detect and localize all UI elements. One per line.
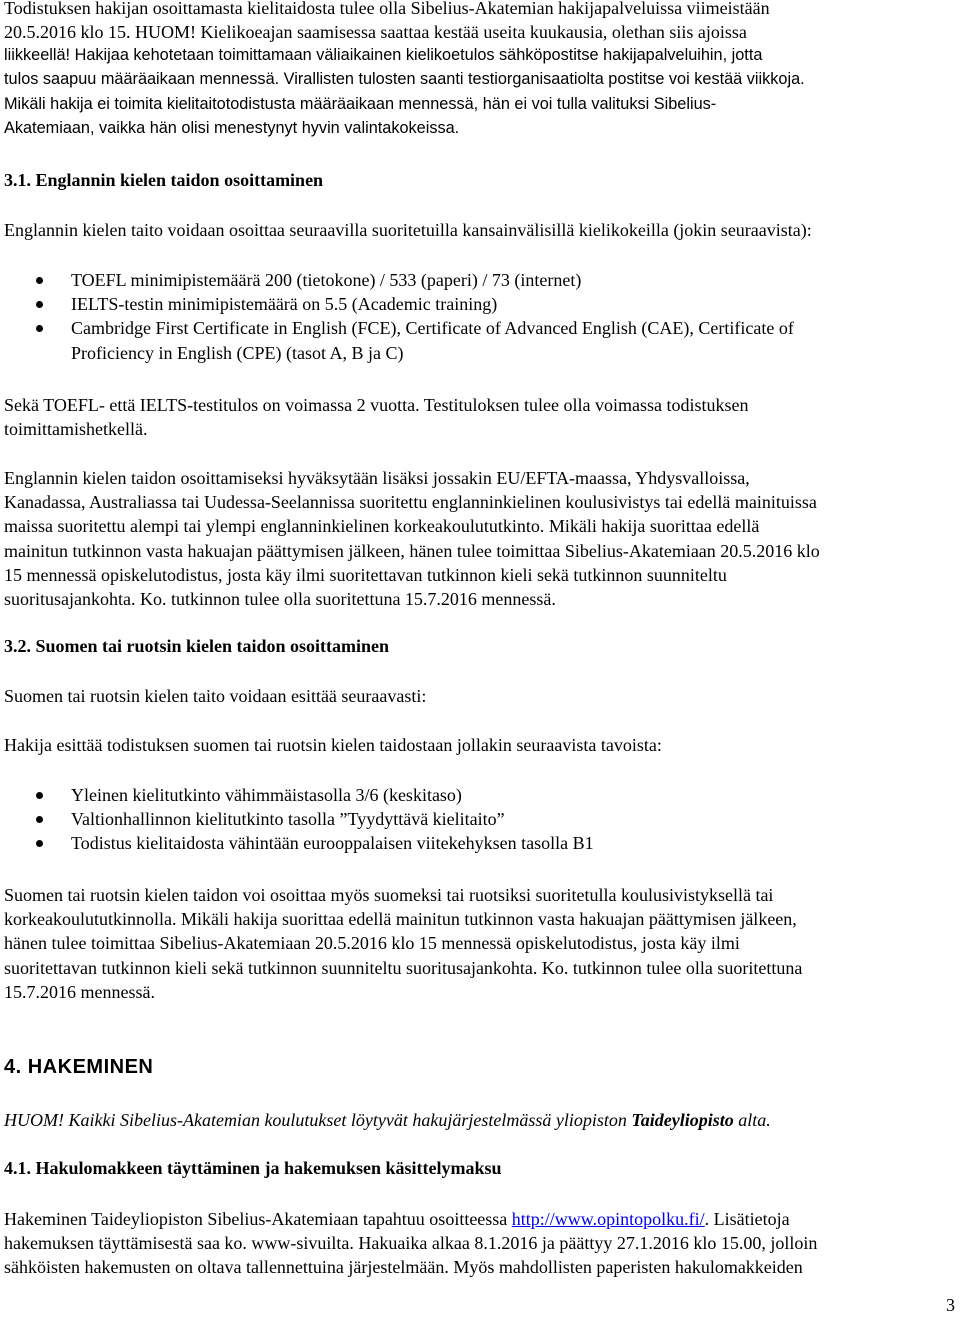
section-3-2-lead-2: Hakija esittää todistuksen suomen tai ruotsin kielen taidostaan jollakin seuraavista tavoista: — [4, 735, 662, 755]
bullet-icon — [36, 840, 43, 847]
heading-3-2: 3.2. Suomen tai ruotsin kielen taidon osoittaminen — [4, 636, 390, 656]
section-3-1-lead: Englannin kielen taito voidaan osoittaa seuraavilla suoritetuilla kansainvälisillä kielikokeilla (jokin seuraavista): — [4, 220, 812, 240]
section-3-2-bullet-list — [0, 783, 950, 856]
section-3-2-lead-1: Suomen tai ruotsin kielen taito voidaan esittää seuraavasti: — [4, 686, 427, 706]
list-item: Yleinen kielitutkinto vähimmäistasolla 3/6 (keskitaso) — [0, 783, 950, 807]
list-item: Cambridge First Certificate in English (FCE), Certificate of Advanced English (CAE), Certificate of Proficiency in English (CPE) (tasot A, B ja C) — [0, 316, 950, 364]
intro-line-3: liikkeellä! Hakijaa kehotetaan toimittamaan väliaikainen kielikoetulos sähköpostitse hakijapalveluihin, jotta — [4, 46, 763, 64]
intro-line-5: Mikäli hakija ei toimita kielitaitotodistusta määräaikaan mennessä, hän ei voi tulla valituksi Sibelius- — [4, 94, 717, 113]
intro-line-2: 20.5.2016 klo 15. HUOM! Kielikoeajan saamisessa saattaa kestää useita kuukausia, olethan siis ajoissa — [4, 22, 747, 43]
heading-3-1: 3.1. Englannin kielen taidon osoittaminen — [4, 170, 324, 190]
intro-paragraph-sans — [4, 43, 954, 141]
bullet-icon — [36, 816, 43, 823]
section-3-1-validity: Sekä TOEFL- että IELTS-testitulos on voimassa 2 vuotta. Testituloksen tulee olla voimassa todistuksen toimittamishetkellä. — [4, 395, 749, 440]
heading-4: 4. HAKEMINEN — [4, 1056, 154, 1078]
opintopolku-link[interactable]: http://www.opintopolku.fi/ — [511, 1209, 705, 1229]
intro-line-6: Akatemiaan, vaikka hän olisi menestynyt hyvin valintakokeissa. — [4, 119, 460, 138]
section-3-1-paragraph: Englannin kielen taidon osoittamiseksi hyväksytään lisäksi jossakin EU/EFTA-maassa, Yhdysvalloissa, Kanadassa, Australiassa tai Uudessa-Seelannissa suoritettu englanninkielinen koulusivistys tai edellä mainituissa maissa suoritettu alempi tai ylempi englanninkielinen korkeakoulututkinto. Mikäli hakija suorittaa edellä mainitun tutkinnon vasta hakuajan päättymisen jälkeen, hänen tulee toimittaa Sibelius-Akatemiaan 20.5.2016 klo 15 mennessä opiskelutodistus, josta käy ilmi suoritettavan tutkinnon kieli sekä tutkinnon suunniteltu suoritusajankohta. Ko. tutkinnon tulee olla suoritettuna 15.7.2016 mennessä. — [4, 468, 820, 610]
intro-line-1: Todistuksen hakijan osoittamasta kielitaidosta tulee olla Sibelius-Akatemian hakijapalveluissa viimeistään — [4, 0, 770, 18]
intro-line-4: tulos saapuu määräaikaan mennessä. Virallisten tulosten saanti testiorganisaatiolta postitse voi kestää viikkoja. — [4, 70, 805, 89]
bullet-icon — [36, 277, 43, 284]
bullet-icon — [36, 301, 43, 308]
list-item: Valtionhallinnon kielitutkinto tasolla ”Tyydyttävä kielitaito” — [0, 807, 950, 831]
heading-4-1: 4.1. Hakulomakkeen täyttäminen ja hakemuksen käsittelymaksu — [4, 1158, 502, 1178]
bullet-icon — [36, 792, 43, 799]
list-item: TOEFL minimipistemäärä 200 (tietokone) / 533 (paperi) / 73 (internet) — [0, 268, 950, 292]
section-3-1-bullet-list — [0, 268, 950, 365]
section-4-1-paragraph: Hakeminen Taideyliopiston Sibelius-Akatemiaan tapahtuu osoitteessa http://www.opintopolku.fi/. Lisätietoja hakemuksen täyttämisestä saa ko. www-sivuilta. Hakuaika alkaa 8.1.2016 ja päättyy 27.1.2016 klo 15.00, jolloin sähköisten hakemusten on oltava tallennettuina järjestelmään. Myös mahdollisten paperisten hakulomakkeiden — [4, 1209, 818, 1278]
list-item: IELTS-testin minimipistemäärä on 5.5 (Academic training) — [0, 292, 950, 316]
page-number: 3 — [946, 1295, 955, 1315]
intro-paragraph — [4, 0, 954, 44]
list-item: Todistus kielitaidosta vähintään eurooppalaisen viitekehyksen tasolla B1 — [0, 831, 950, 855]
section-3-2-paragraph: Suomen tai ruotsin kielen taidon voi osoittaa myös suomeksi tai ruotsiksi suoritetulla koulusivistyksellä tai korkeakoulututkinnolla. Mikäli hakija suorittaa edellä mainitun tutkinnon vasta hakuajan päättymisen jälkeen, hänen tulee toimittaa Sibelius-Akatemiaan 20.5.2016 klo 15 mennessä opiskelutodistus, josta käy ilmi suoritettavan tutkinnon kieli sekä tutkinnon suunniteltu suoritusajankohta. Ko. tutkinnon tulee olla suoritettuna 15.7.2016 mennessä. — [4, 885, 803, 1002]
section-4-note: HUOM! Kaikki Sibelius-Akatemian koulutukset löytyvät hakujärjestelmässä yliopiston Taideyliopisto alta. — [4, 1110, 771, 1130]
bullet-icon — [36, 325, 43, 332]
